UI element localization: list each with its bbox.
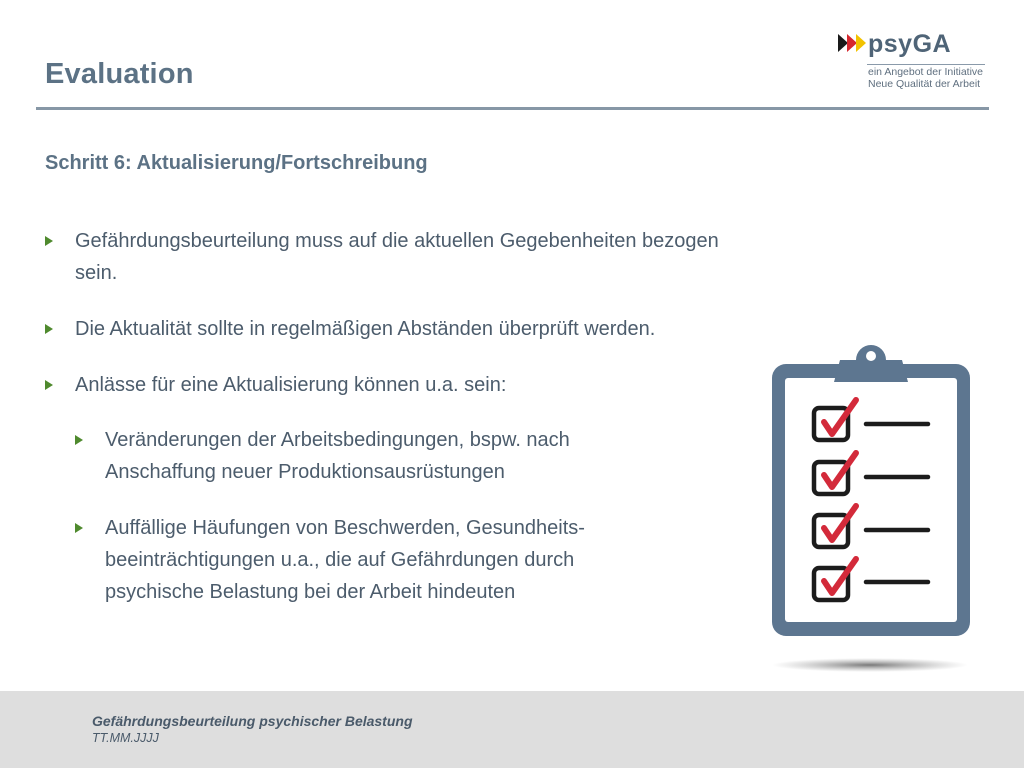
- bullet-triangle-icon: [75, 424, 87, 456]
- bullet-line: Auffällige Häufungen von Beschwerden, Gesundheits-: [105, 517, 585, 539]
- clipboard-checklist-icon: [768, 342, 973, 682]
- bullet-line: Anschaffung neuer Produktionsausrüstungen: [105, 461, 505, 483]
- checklist-clipboard-illustration: [768, 342, 973, 682]
- page-title: Evaluation: [45, 58, 194, 90]
- footer-date: TT.MM.JJJJ: [92, 731, 159, 745]
- bullet-line: psychische Belastung bei der Arbeit hindeuten: [105, 581, 516, 603]
- bullet-line: sein.: [75, 262, 118, 284]
- bullet-line: beeinträchtigungen u.a., die auf Gefährdungen durch: [105, 549, 575, 571]
- footer-title: Gefährdungsbeurteilung psychischer Belastung: [92, 713, 413, 729]
- logo-tagline-2: Neue Qualität der Arbeit: [868, 78, 981, 90]
- bullet-triangle-icon: [45, 369, 57, 401]
- logo-tagline-1: ein Angebot der Initiative: [868, 66, 983, 78]
- bullet-line: Anlässe für eine Aktualisierung können u.a. sein:: [75, 374, 507, 396]
- sub-bullet-item: [105, 512, 665, 608]
- title-divider: [36, 107, 989, 110]
- bullet-line: Die Aktualität sollte in regelmäßigen Abständen überprüft werden.: [75, 318, 656, 340]
- bullet-triangle-icon: [45, 313, 57, 345]
- logo-wordmark: psyGA: [868, 30, 952, 58]
- psyga-logo: [838, 30, 988, 92]
- bullet-line: Gefährdungsbeurteilung muss auf die aktuellen Gegebenheiten bezogen: [75, 230, 719, 252]
- sub-bullet-item: [105, 424, 665, 488]
- bullet-triangle-icon: [75, 512, 87, 544]
- section-subtitle: Schritt 6: Aktualisierung/Fortschreibung: [45, 152, 428, 174]
- bullet-line: Veränderungen der Arbeitsbedingungen, bspw. nach: [105, 429, 570, 451]
- bullet-item: [75, 369, 815, 401]
- logo-divider: [867, 64, 985, 65]
- logo-arrows-icon: [838, 34, 872, 52]
- footer-bar: [0, 691, 1024, 768]
- bullet-triangle-icon: [45, 225, 57, 257]
- bullet-item: [75, 313, 815, 345]
- bullet-item: [75, 225, 815, 289]
